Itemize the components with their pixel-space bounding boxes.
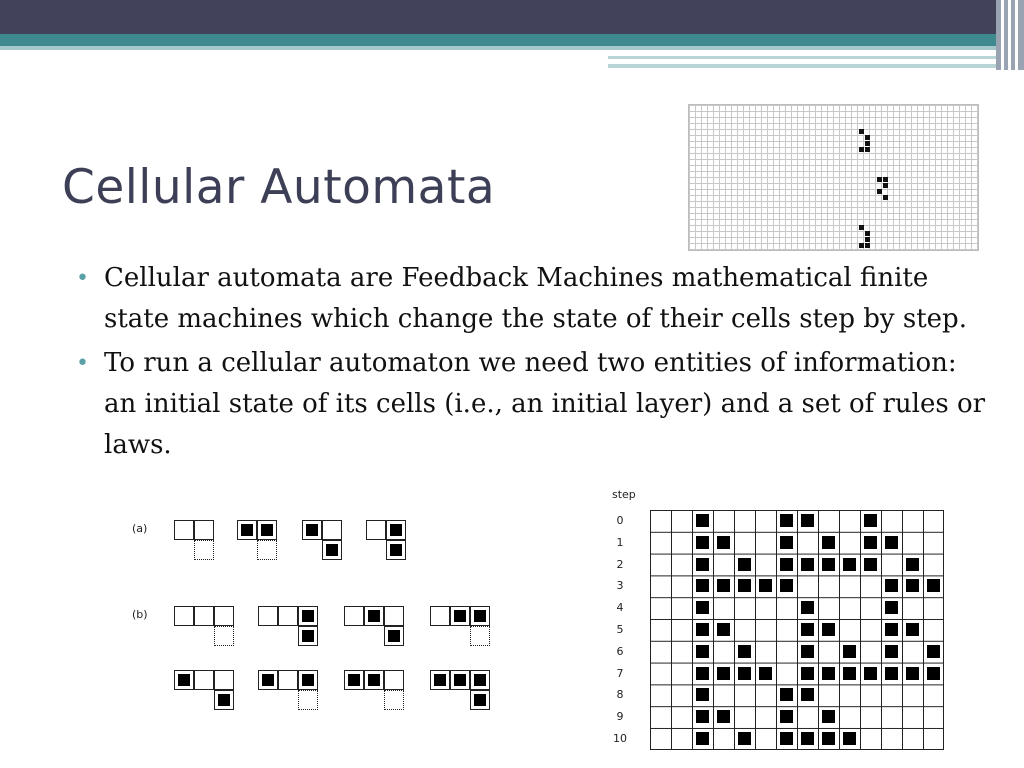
step-cell bbox=[843, 558, 856, 571]
rule-cell bbox=[384, 670, 404, 690]
step-cell bbox=[822, 710, 835, 723]
step-evolution-figure bbox=[606, 488, 946, 750]
rule-cell bbox=[257, 520, 277, 540]
step-cell bbox=[822, 558, 835, 571]
step-number: 4 bbox=[616, 601, 624, 615]
glider-cell bbox=[859, 147, 864, 152]
step-cell bbox=[696, 514, 709, 527]
step-cell bbox=[927, 667, 940, 680]
step-cell bbox=[843, 667, 856, 680]
rule-cell bbox=[174, 520, 194, 540]
rule-cell bbox=[364, 670, 384, 690]
step-cell bbox=[780, 688, 793, 701]
step-cell bbox=[696, 601, 709, 614]
step-cell bbox=[906, 623, 919, 636]
step-cell bbox=[780, 579, 793, 592]
rule-cell bbox=[386, 540, 406, 560]
glider-cell bbox=[877, 189, 882, 194]
rule-cell bbox=[194, 670, 214, 690]
step-cell bbox=[864, 514, 877, 527]
step-cell bbox=[927, 579, 940, 592]
step-cell bbox=[759, 667, 772, 680]
rule-cell bbox=[470, 690, 490, 710]
glider-cell bbox=[883, 195, 888, 200]
step-cell bbox=[780, 514, 793, 527]
step-cell bbox=[696, 688, 709, 701]
step-cell bbox=[906, 667, 919, 680]
step-cell bbox=[864, 667, 877, 680]
glider-cell bbox=[877, 177, 882, 182]
rule-cell bbox=[278, 670, 298, 690]
step-number: 6 bbox=[616, 644, 624, 658]
step-cell bbox=[717, 623, 730, 636]
step-cell bbox=[780, 558, 793, 571]
step-cell bbox=[927, 645, 940, 658]
glider-grid-image bbox=[688, 104, 979, 251]
rule-cell bbox=[258, 670, 278, 690]
step-number: 8 bbox=[616, 688, 624, 702]
step-grid bbox=[650, 510, 944, 750]
glider-cell bbox=[883, 183, 888, 188]
rule-cell bbox=[214, 670, 234, 690]
step-cell bbox=[738, 558, 751, 571]
rule-cell bbox=[298, 690, 318, 710]
step-number: 2 bbox=[616, 557, 624, 571]
rule-cell bbox=[364, 606, 384, 626]
step-cell bbox=[717, 667, 730, 680]
step-cell bbox=[738, 645, 751, 658]
rule-cell bbox=[430, 670, 450, 690]
step-cell bbox=[696, 645, 709, 658]
step-cell bbox=[885, 623, 898, 636]
step-cell bbox=[717, 579, 730, 592]
header-band-teal bbox=[0, 34, 1024, 46]
rule-cell bbox=[174, 606, 194, 626]
glider-cell bbox=[859, 129, 864, 134]
step-cell bbox=[801, 645, 814, 658]
rule-cell bbox=[298, 606, 318, 626]
rule-cell bbox=[194, 540, 214, 560]
step-number: 7 bbox=[616, 666, 624, 680]
glider-cell bbox=[865, 231, 870, 236]
step-cell bbox=[801, 558, 814, 571]
rule-cell bbox=[366, 520, 386, 540]
rule-cell bbox=[386, 520, 406, 540]
rule-cell bbox=[384, 626, 404, 646]
rule-cell bbox=[384, 606, 404, 626]
glider-cell bbox=[865, 147, 870, 152]
step-cell bbox=[885, 601, 898, 614]
step-number: 10 bbox=[613, 732, 627, 745]
rule-cell bbox=[344, 670, 364, 690]
step-cell bbox=[885, 536, 898, 549]
rule-cell bbox=[278, 606, 298, 626]
figure-label-a: (a) bbox=[132, 522, 148, 535]
rules-figure bbox=[104, 512, 510, 722]
step-cell bbox=[759, 579, 772, 592]
glider-cell bbox=[883, 177, 888, 182]
step-number: 0 bbox=[616, 514, 624, 527]
rule-cell bbox=[194, 520, 214, 540]
rule-cell bbox=[322, 520, 342, 540]
bullet-item bbox=[76, 258, 996, 340]
step-cell bbox=[885, 645, 898, 658]
step-cell bbox=[822, 623, 835, 636]
header-band-light bbox=[0, 46, 1000, 50]
step-cell bbox=[843, 645, 856, 658]
rule-cell bbox=[302, 520, 322, 540]
bullet-list bbox=[76, 258, 996, 469]
step-cell bbox=[801, 514, 814, 527]
header-line-1 bbox=[608, 56, 1000, 59]
slide-title: Cellular Automata bbox=[62, 160, 496, 215]
step-number: 9 bbox=[616, 710, 624, 724]
step-cell bbox=[717, 536, 730, 549]
rule-cell bbox=[430, 606, 450, 626]
step-cell bbox=[822, 536, 835, 549]
step-cell bbox=[801, 667, 814, 680]
step-cell bbox=[696, 623, 709, 636]
rule-cell bbox=[214, 606, 234, 626]
bullet-dot: • bbox=[76, 351, 89, 376]
step-cell bbox=[906, 558, 919, 571]
step-cell bbox=[822, 667, 835, 680]
bullet-text: Cellular automata are Feedback Machines mathematical finite state machines which change the state of their cells step by step. bbox=[104, 263, 967, 334]
rule-cell bbox=[450, 606, 470, 626]
rule-cell bbox=[384, 690, 404, 710]
step-cell bbox=[864, 558, 877, 571]
bullet-dot: • bbox=[76, 266, 89, 291]
step-cell bbox=[738, 579, 751, 592]
rule-cell bbox=[298, 626, 318, 646]
glider-cell bbox=[859, 243, 864, 248]
rule-cell bbox=[450, 670, 470, 690]
bullet-text: To run a cellular automaton we need two entities of information: an initial state of its cells (i.e., an initial layer) and a set of rules or laws. bbox=[104, 348, 986, 460]
rule-cell bbox=[470, 606, 490, 626]
rule-cell bbox=[174, 670, 194, 690]
glider-cell bbox=[865, 237, 870, 242]
rule-cell bbox=[194, 606, 214, 626]
rule-cell bbox=[322, 540, 342, 560]
step-cell bbox=[696, 710, 709, 723]
step-cell bbox=[906, 579, 919, 592]
step-cell bbox=[738, 732, 751, 745]
step-cell bbox=[801, 623, 814, 636]
glider-cell bbox=[865, 135, 870, 140]
step-cell bbox=[696, 579, 709, 592]
step-cell bbox=[801, 601, 814, 614]
rule-cell bbox=[257, 540, 277, 560]
step-cell bbox=[801, 732, 814, 745]
step-cell bbox=[885, 667, 898, 680]
step-cell bbox=[696, 732, 709, 745]
header-line-2 bbox=[608, 64, 1000, 68]
rule-cell bbox=[470, 626, 490, 646]
step-cell bbox=[864, 536, 877, 549]
step-header: step bbox=[612, 488, 636, 501]
step-cell bbox=[696, 536, 709, 549]
rule-cell bbox=[237, 520, 257, 540]
step-cell bbox=[696, 667, 709, 680]
step-cell bbox=[885, 579, 898, 592]
rule-cell bbox=[298, 670, 318, 690]
rule-cell bbox=[344, 606, 364, 626]
glider-cell bbox=[859, 225, 864, 230]
rule-cell bbox=[258, 606, 278, 626]
step-cell bbox=[738, 667, 751, 680]
step-number: 1 bbox=[616, 535, 624, 549]
step-cell bbox=[717, 710, 730, 723]
rule-cell bbox=[470, 670, 490, 690]
figure-label-b: (b) bbox=[132, 608, 148, 621]
step-cell bbox=[801, 688, 814, 701]
step-cell bbox=[780, 732, 793, 745]
step-cell bbox=[780, 536, 793, 549]
step-cell bbox=[780, 710, 793, 723]
glider-cell bbox=[865, 141, 870, 146]
step-cell bbox=[822, 732, 835, 745]
step-number: 5 bbox=[616, 623, 624, 636]
header-band-dark bbox=[0, 0, 1024, 34]
step-number: 3 bbox=[616, 579, 624, 593]
glider-cell bbox=[865, 243, 870, 248]
bullet-item bbox=[76, 343, 996, 466]
rule-cell bbox=[214, 626, 234, 646]
step-cell bbox=[843, 732, 856, 745]
rule-cell bbox=[214, 690, 234, 710]
corner-stripes bbox=[996, 0, 1024, 70]
step-cell bbox=[696, 558, 709, 571]
